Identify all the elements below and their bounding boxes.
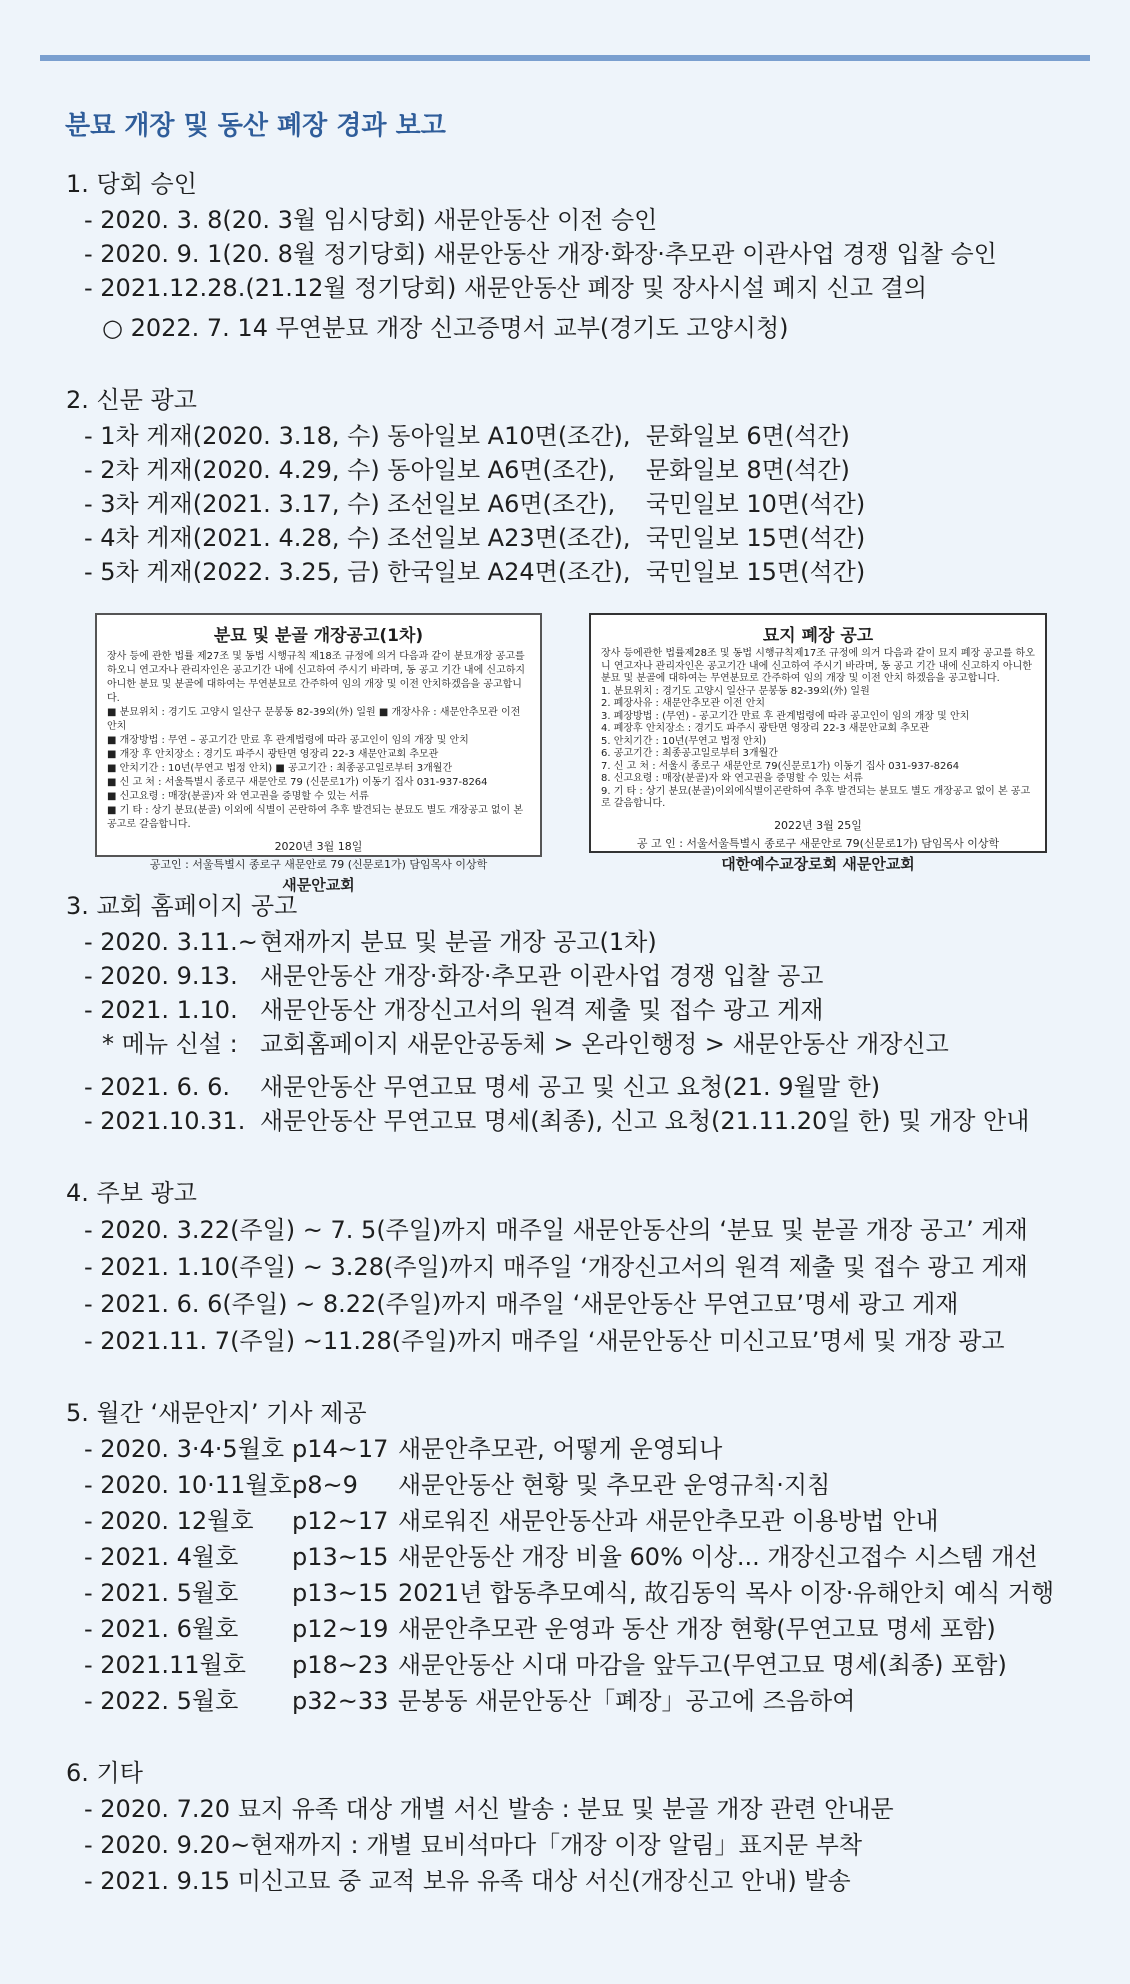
ad-evening: 문화일보 8면(석간) <box>646 456 850 484</box>
section-4-heading: 4. 주보 광고 <box>66 1179 197 1207</box>
list-item: - 2021. 1.10(주일) ~ 3.28(주일)까지 매주일 ‘개장신고서의 원격 제출 및 접수 광고 게재 <box>84 1253 1028 1281</box>
issue-date: - 2020. 10·11월호 <box>84 1471 292 1499</box>
notice-line: 6. 공고기간 : 최종공고일로부터 3개월간 <box>601 748 778 759</box>
notice-line: 5. 안치기간 : 10년(무연고 법정 안치) <box>601 735 767 747</box>
notice-line: ■ 기 타 : 상기 분묘(분골) 이외에 식별이 곤란하여 추후 발견되는 분묘도 별도 개장공고 없이 본 공고로 갈음합니다. <box>107 805 524 830</box>
ad-issue: - 1차 게재(2020. 3.18, 수) 동아일보 A10면(조간), <box>84 422 631 450</box>
row-text: 새문안동산 개장신고서의 원격 제출 및 접수 광고 게재 <box>260 996 824 1024</box>
row-date: - 2020. 9.13. <box>84 962 238 990</box>
article-title: 새로워진 새문안동산과 새문안추모관 이용방법 안내 <box>398 1507 939 1535</box>
notice-line: 8. 신고요령 : 매장(분골)자 와 연고권을 증명할 수 있는 서류 <box>601 773 863 784</box>
ad-issue: - 2차 게재(2020. 4.29, 수) 동아일보 A6면(조간), <box>84 456 616 484</box>
notice-line: ■ 개장 후 안치장소 : 경기도 파주시 광탄면 영장리 22-3 새문안교회 추모관 <box>107 749 439 760</box>
issue-pages: p12~19 <box>292 1615 389 1643</box>
issue-date: - 2021.11월호 <box>84 1651 246 1679</box>
list-item: - 2021. 6. 6(주일) ~ 8.22(주일)까지 매주일 ‘새문안동산 무연고묘’명세 광고 게재 <box>84 1290 959 1318</box>
list-item: ○ 2022. 7. 14 무연분묘 개장 신고증명서 교부(경기도 고양시청) <box>102 314 789 342</box>
notice-line: ■ 신고요령 : 매장(분골)자 와 연고권을 증명할 수 있는 서류 <box>107 791 369 802</box>
ad-issue: - 3차 게재(2021. 3.17, 수) 조선일보 A6면(조간), <box>84 490 616 518</box>
row-text: 새문안동산 무연고묘 명세 공고 및 신고 요청(21. 9월말 한) <box>260 1073 881 1101</box>
section-2-heading: 2. 신문 광고 <box>66 386 197 414</box>
notice-intro: 장사 등에 관한 법률 제27조 및 동법 시행규칙 제18조 규정에 의거 다음과 같이 분묘개장 공고를 하오니 연고자나 관리자인은 공고기간 내에 신고하여 주시기 바라며, 동 공고 기간 내에 신고하지 아니한 분묘 및 분골에 대하여는 무연분묘로 간주하여 임의 개장 및 이전 안치하겠음을 공고합니다. <box>107 651 526 704</box>
newspaper-notice-2 <box>589 613 1047 873</box>
notice-line: 7. 신 고 처 : 서울시 종로구 새문안로 79(신문로1가) 이동기 집사 031-937-8264 <box>601 760 960 772</box>
notice-body <box>97 646 540 836</box>
issue-pages: p13~15 <box>292 1543 389 1571</box>
church-seal: 새문안교회 <box>282 876 355 894</box>
notice-line: 9. 기 타 : 상기 분묘(분골)이외에식별이곤란하여 추후 발견되는 분묘도 별도 개장공고 없이 본 공고로 갈음합니다. <box>601 785 1031 809</box>
notice-date: 2020년 3월 18일 <box>274 840 363 853</box>
issue-date: - 2022. 5월호 <box>84 1687 239 1715</box>
issue-pages: p8~9 <box>292 1471 358 1499</box>
ad-evening: 국민일보 15면(석간) <box>646 524 866 552</box>
top-rule <box>40 55 1090 61</box>
issue-pages: p14~17 <box>292 1435 389 1463</box>
list-item: - 2020. 7.20 묘지 유족 대상 개별 서신 발송 : 분묘 및 분골 개장 관련 안내문 <box>84 1795 894 1823</box>
notice-title: 묘지 폐장 공고 <box>762 626 874 646</box>
list-item: - 2020. 3. 8(20. 3월 임시당회) 새문안동산 이전 승인 <box>84 206 658 234</box>
row-date: - 2021. 1.10. <box>84 996 238 1024</box>
notice-line: ■ 안치기간 : 10년(무연고 법정 안치) ■ 공고기간 : 최종공고일로부터 3개월간 <box>107 763 453 774</box>
notice-date: 2022년 3월 25일 <box>774 818 862 832</box>
article-title: 새문안추모관, 어떻게 운영되나 <box>398 1435 723 1463</box>
issue-date: - 2021. 6월호 <box>84 1615 239 1643</box>
article-title: 새문안추모관 운영과 동산 개장 현황(무연고묘 명세 포함) <box>398 1615 996 1643</box>
row-text: 새문안동산 개장·화장·추모관 이관사업 경쟁 입찰 공고 <box>260 962 824 990</box>
ad-issue: - 5차 게재(2022. 3.25, 금) 한국일보 A24면(조간), <box>84 558 631 586</box>
notice-line: 4. 폐장후 안치장소 : 경기도 파주시 광탄면 영장리 22-3 새문안교회 추모관 <box>601 723 930 734</box>
notice-signature: 공고인 : 서울특별시 종로구 새문안로 79 (신문로1가) 담임목사 이상학 <box>149 858 488 871</box>
issue-date: - 2020. 12월호 <box>84 1507 254 1535</box>
notice-line: ■ 분묘위치 : 경기도 고양시 일산구 문봉동 82-39외(外) 일원 ■ 개장사유 : 새문안추모관 이전 안치 <box>107 707 521 732</box>
notice-line: ■ 개장방법 : 무연 – 공고기간 만료 후 관계법령에 따라 공고인이 임의 개장 및 안치 <box>107 735 469 746</box>
ad-evening: 국민일보 10면(석간) <box>646 490 866 518</box>
list-item: - 2021. 9.15 미신고묘 중 교적 보유 유족 대상 서신(개장신고 안내) 발송 <box>84 1867 851 1895</box>
list-item: - 2020. 9.20~현재까지 : 개별 묘비석마다「개장 이장 알림」표지문 부착 <box>84 1831 863 1859</box>
list-item: - 2020. 3.22(주일) ~ 7. 5(주일)까지 매주일 새문안동산의 ‘분묘 및 분골 개장 공고’ 게재 <box>84 1216 1028 1244</box>
row-text: 교회홈페이지 새문안공동체 > 온라인행정 > 새문안동산 개장신고 <box>260 1030 949 1058</box>
issue-date: - 2020. 3·4·5월호 <box>84 1435 285 1463</box>
row-date: - 2020. 3.11.~ <box>84 928 258 956</box>
row-date: - 2021.10.31. <box>84 1107 246 1135</box>
section-6-heading: 6. 기타 <box>66 1759 143 1787</box>
issue-pages: p32~33 <box>292 1687 389 1715</box>
notice-line: 3. 폐장방법 : (무연) - 공고기간 만료 후 관계법령에 따라 공고인이 임의 개장 및 안치 <box>601 710 970 722</box>
church-seal: 대한예수교장로회 새문안교회 <box>721 854 915 873</box>
issue-pages: p18~23 <box>292 1651 389 1679</box>
article-title: 문봉동 새문안동산「폐장」공고에 즈음하여 <box>398 1687 856 1715</box>
row-date: - 2021. 6. 6. <box>84 1073 231 1101</box>
notice-line: 1. 분묘위치 : 경기도 고양시 일산구 문봉동 82-39외(外) 일원 <box>601 685 870 697</box>
issue-date: - 2021. 4월호 <box>84 1543 239 1571</box>
ad-evening: 문화일보 6면(석간) <box>646 422 850 450</box>
article-title: 새문안동산 시대 마감을 앞두고(무연고묘 명세(최종) 포함) <box>398 1651 1007 1679</box>
issue-pages: p13~15 <box>292 1579 389 1607</box>
section-1-heading: 1. 당회 승인 <box>66 170 197 198</box>
article-title: 2021년 합동추모예식, 故김동익 목사 이장·유해안치 예식 거행 <box>398 1579 1055 1607</box>
notice-signature: 공 고 인 : 서울서울특별시 종로구 새문안로 79(신문로1가) 담임목사 이상학 <box>636 836 1000 850</box>
notice-line: ■ 신 고 처 : 서울특별시 종로구 새문안로 79 (신문로1가) 이동기 집사 031-937-8264 <box>107 777 488 788</box>
notice-intro: 장사 등에관한 법률제28조 및 동법 시행규칙제17조 규정에 의거 다음과 같이 묘지 폐장 공고를 하오니 연고자나 관리자인은 공고기간 내에 신고하여 주시기 바라며, 동 공고 기간 내에 신고하지 아니한 분묘 및 분골에 대하여는 무연분묘로 간주하여 임의 개장 및 이전 안치 하겠음을 공고합니다. <box>601 648 1035 684</box>
issue-date: - 2021. 5월호 <box>84 1579 239 1607</box>
list-item: - 2020. 9. 1(20. 8월 정기당회) 새문안동산 개장·화장·추모관 이관사업 경쟁 입찰 승인 <box>84 240 997 268</box>
notice-body <box>591 646 1045 815</box>
list-item: - 2021.11. 7(주일) ~11.28(주일)까지 매주일 ‘새문안동산 미신고묘’명세 및 개장 광고 <box>84 1327 1005 1355</box>
list-item: - 2021.12.28.(21.12월 정기당회) 새문안동산 폐장 및 장사시설 폐지 신고 결의 <box>84 274 928 302</box>
row-text: 현재까지 분묘 및 분골 개장 공고(1차) <box>260 928 657 956</box>
newspaper-notice-1 <box>95 613 542 894</box>
article-title: 새문안동산 개장 비율 60% 이상... 개장신고접수 시스템 개선 <box>398 1543 1038 1571</box>
page-title: 분묘 개장 및 동산 폐장 경과 보고 <box>65 111 446 141</box>
section-5-heading: 5. 월간 ‘새문안지’ 기사 제공 <box>66 1399 367 1427</box>
ad-evening: 국민일보 15면(석간) <box>646 558 866 586</box>
ad-issue: - 4차 게재(2021. 4.28, 수) 조선일보 A23면(조간), <box>84 524 631 552</box>
row-date: * 메뉴 신설 : <box>102 1030 238 1058</box>
notice-title: 분묘 및 분골 개장공고(1차) <box>213 626 424 646</box>
row-text: 새문안동산 무연고묘 명세(최종), 신고 요청(21.11.20일 한) 및 개장 안내 <box>260 1107 1030 1135</box>
article-title: 새문안동산 현황 및 추모관 운영규칙·지침 <box>398 1471 831 1499</box>
section-3-heading: 3. 교회 홈페이지 공고 <box>66 892 298 920</box>
issue-pages: p12~17 <box>292 1507 389 1535</box>
notice-line: 2. 폐장사유 : 새문안추모관 이전 안치 <box>601 698 766 709</box>
